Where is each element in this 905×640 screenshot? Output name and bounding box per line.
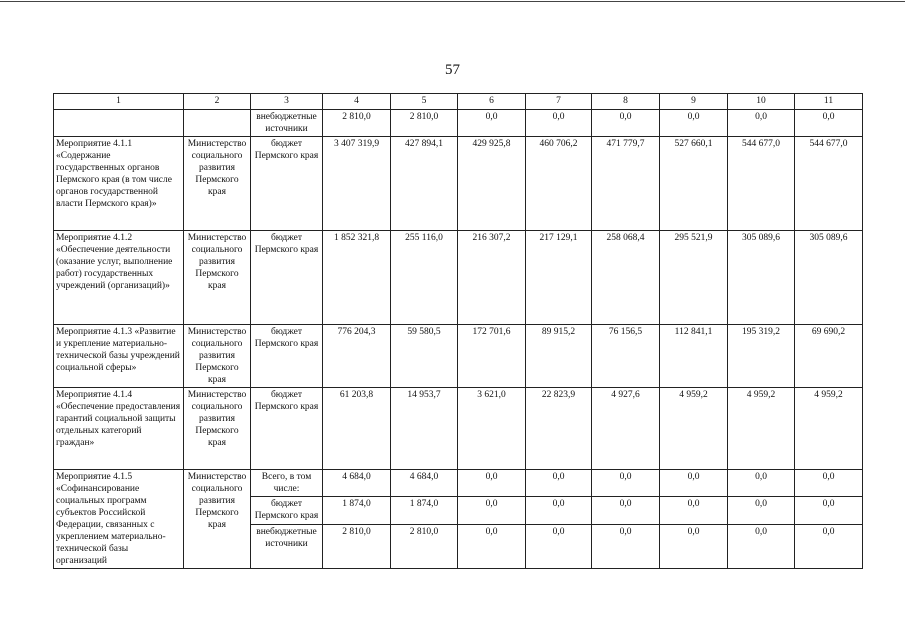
event-name-cell <box>54 110 184 137</box>
value-cell: 61 203,8 <box>323 388 391 470</box>
value-cell: 0,0 <box>660 470 728 497</box>
event-name-cell: Мероприятие 4.1.4 «Обеспечение предоставления гарантий социальной защиты отдельных категорий граждан» <box>54 388 184 470</box>
page-number: 57 <box>445 62 460 78</box>
event-name-cell: Мероприятие 4.1.5 «Софинансирование социальных программ субъектов Российской Федерации, связанных с укреплением материально-технической базы организаций <box>54 470 184 569</box>
value-cell: 76 156,5 <box>592 325 660 388</box>
value-cell: 295 521,9 <box>660 231 728 325</box>
table-row <box>54 388 863 470</box>
value-cell: 0,0 <box>728 110 795 137</box>
value-cell: 544 677,0 <box>795 137 863 231</box>
value-cell: 0,0 <box>660 524 728 568</box>
value-cell: 216 307,2 <box>458 231 526 325</box>
value-cell: 0,0 <box>526 470 592 497</box>
value-cell: 4 959,2 <box>728 388 795 470</box>
value-cell: 3 621,0 <box>458 388 526 470</box>
source-cell: бюджет Пермского края <box>251 325 323 388</box>
column-header: 9 <box>660 94 728 110</box>
value-cell: 0,0 <box>728 470 795 497</box>
event-name-cell: Мероприятие 4.1.1 «Содержание государственных органов Пермского края (в том числе органов государственной власти Пермского края)» <box>54 137 184 231</box>
value-cell: 69 690,2 <box>795 325 863 388</box>
value-cell: 471 779,7 <box>592 137 660 231</box>
value-cell: 14 953,7 <box>391 388 458 470</box>
value-cell: 1 852 321,8 <box>323 231 391 325</box>
value-cell: 217 129,1 <box>526 231 592 325</box>
value-cell: 1 874,0 <box>391 497 458 524</box>
source-cell: бюджет Пермского края <box>251 497 323 524</box>
value-cell: 0,0 <box>728 524 795 568</box>
executor-cell <box>184 110 251 137</box>
source-cell: внебюджетные источники <box>251 524 323 568</box>
table-row <box>54 231 863 325</box>
value-cell: 4 684,0 <box>391 470 458 497</box>
value-cell: 0,0 <box>795 524 863 568</box>
value-cell: 0,0 <box>660 497 728 524</box>
value-cell: 2 810,0 <box>323 524 391 568</box>
column-header: 5 <box>391 94 458 110</box>
value-cell: 4 959,2 <box>795 388 863 470</box>
value-cell: 305 089,6 <box>728 231 795 325</box>
value-cell: 544 677,0 <box>728 137 795 231</box>
table-row <box>54 137 863 231</box>
table-row <box>54 325 863 388</box>
executor-cell: Министерство социального развития Пермского края <box>184 470 251 569</box>
table-row <box>54 470 863 497</box>
event-name-cell: Мероприятие 4.1.2 «Обеспечение деятельности (оказание услуг, выполнение работ) государственных учреждений (организаций)» <box>54 231 184 325</box>
value-cell: 0,0 <box>728 497 795 524</box>
value-cell: 89 915,2 <box>526 325 592 388</box>
value-cell: 4 684,0 <box>323 470 391 497</box>
value-cell: 0,0 <box>592 470 660 497</box>
value-cell: 429 925,8 <box>458 137 526 231</box>
value-cell: 460 706,2 <box>526 137 592 231</box>
value-cell: 0,0 <box>458 497 526 524</box>
source-cell: бюджет Пермского края <box>251 231 323 325</box>
value-cell: 0,0 <box>458 110 526 137</box>
value-cell: 258 068,4 <box>592 231 660 325</box>
value-cell: 0,0 <box>526 497 592 524</box>
value-cell: 59 580,5 <box>391 325 458 388</box>
value-cell: 427 894,1 <box>391 137 458 231</box>
column-header: 4 <box>323 94 391 110</box>
value-cell: 0,0 <box>795 110 863 137</box>
column-header: 6 <box>458 94 526 110</box>
value-cell: 1 874,0 <box>323 497 391 524</box>
value-cell: 2 810,0 <box>323 110 391 137</box>
source-cell: Всего, в том числе: <box>251 470 323 497</box>
value-cell: 195 319,2 <box>728 325 795 388</box>
value-cell: 305 089,6 <box>795 231 863 325</box>
value-cell: 776 204,3 <box>323 325 391 388</box>
value-cell: 0,0 <box>592 497 660 524</box>
column-header: 7 <box>526 94 592 110</box>
executor-cell: Министерство социального развития Пермского края <box>184 137 251 231</box>
column-header: 3 <box>251 94 323 110</box>
value-cell: 0,0 <box>526 110 592 137</box>
table-row <box>54 110 863 137</box>
source-cell: внебюджетные источники <box>251 110 323 137</box>
value-cell: 4 959,2 <box>660 388 728 470</box>
value-cell: 22 823,9 <box>526 388 592 470</box>
value-cell: 4 927,6 <box>592 388 660 470</box>
value-cell: 0,0 <box>660 110 728 137</box>
value-cell: 527 660,1 <box>660 137 728 231</box>
value-cell: 2 810,0 <box>391 110 458 137</box>
value-cell: 0,0 <box>592 524 660 568</box>
header-row <box>54 94 863 110</box>
value-cell: 0,0 <box>526 524 592 568</box>
source-cell: бюджет Пермского края <box>251 388 323 470</box>
financing-table <box>53 93 863 569</box>
page-top-rule <box>0 1 905 2</box>
executor-cell: Министерство социального развития Пермского края <box>184 325 251 388</box>
column-header: 2 <box>184 94 251 110</box>
executor-cell: Министерство социального развития Пермского края <box>184 388 251 470</box>
source-cell: бюджет Пермского края <box>251 137 323 231</box>
value-cell: 0,0 <box>592 110 660 137</box>
value-cell: 2 810,0 <box>391 524 458 568</box>
column-header: 10 <box>728 94 795 110</box>
value-cell: 3 407 319,9 <box>323 137 391 231</box>
value-cell: 0,0 <box>795 497 863 524</box>
value-cell: 255 116,0 <box>391 231 458 325</box>
value-cell: 172 701,6 <box>458 325 526 388</box>
value-cell: 0,0 <box>458 470 526 497</box>
column-header: 1 <box>54 94 184 110</box>
value-cell: 112 841,1 <box>660 325 728 388</box>
value-cell: 0,0 <box>458 524 526 568</box>
column-header: 8 <box>592 94 660 110</box>
executor-cell: Министерство социального развития Пермского края <box>184 231 251 325</box>
value-cell: 0,0 <box>795 470 863 497</box>
column-header: 11 <box>795 94 863 110</box>
event-name-cell: Мероприятие 4.1.3 «Развитие и укрепление материально-технической базы учреждений социальной сферы» <box>54 325 184 388</box>
